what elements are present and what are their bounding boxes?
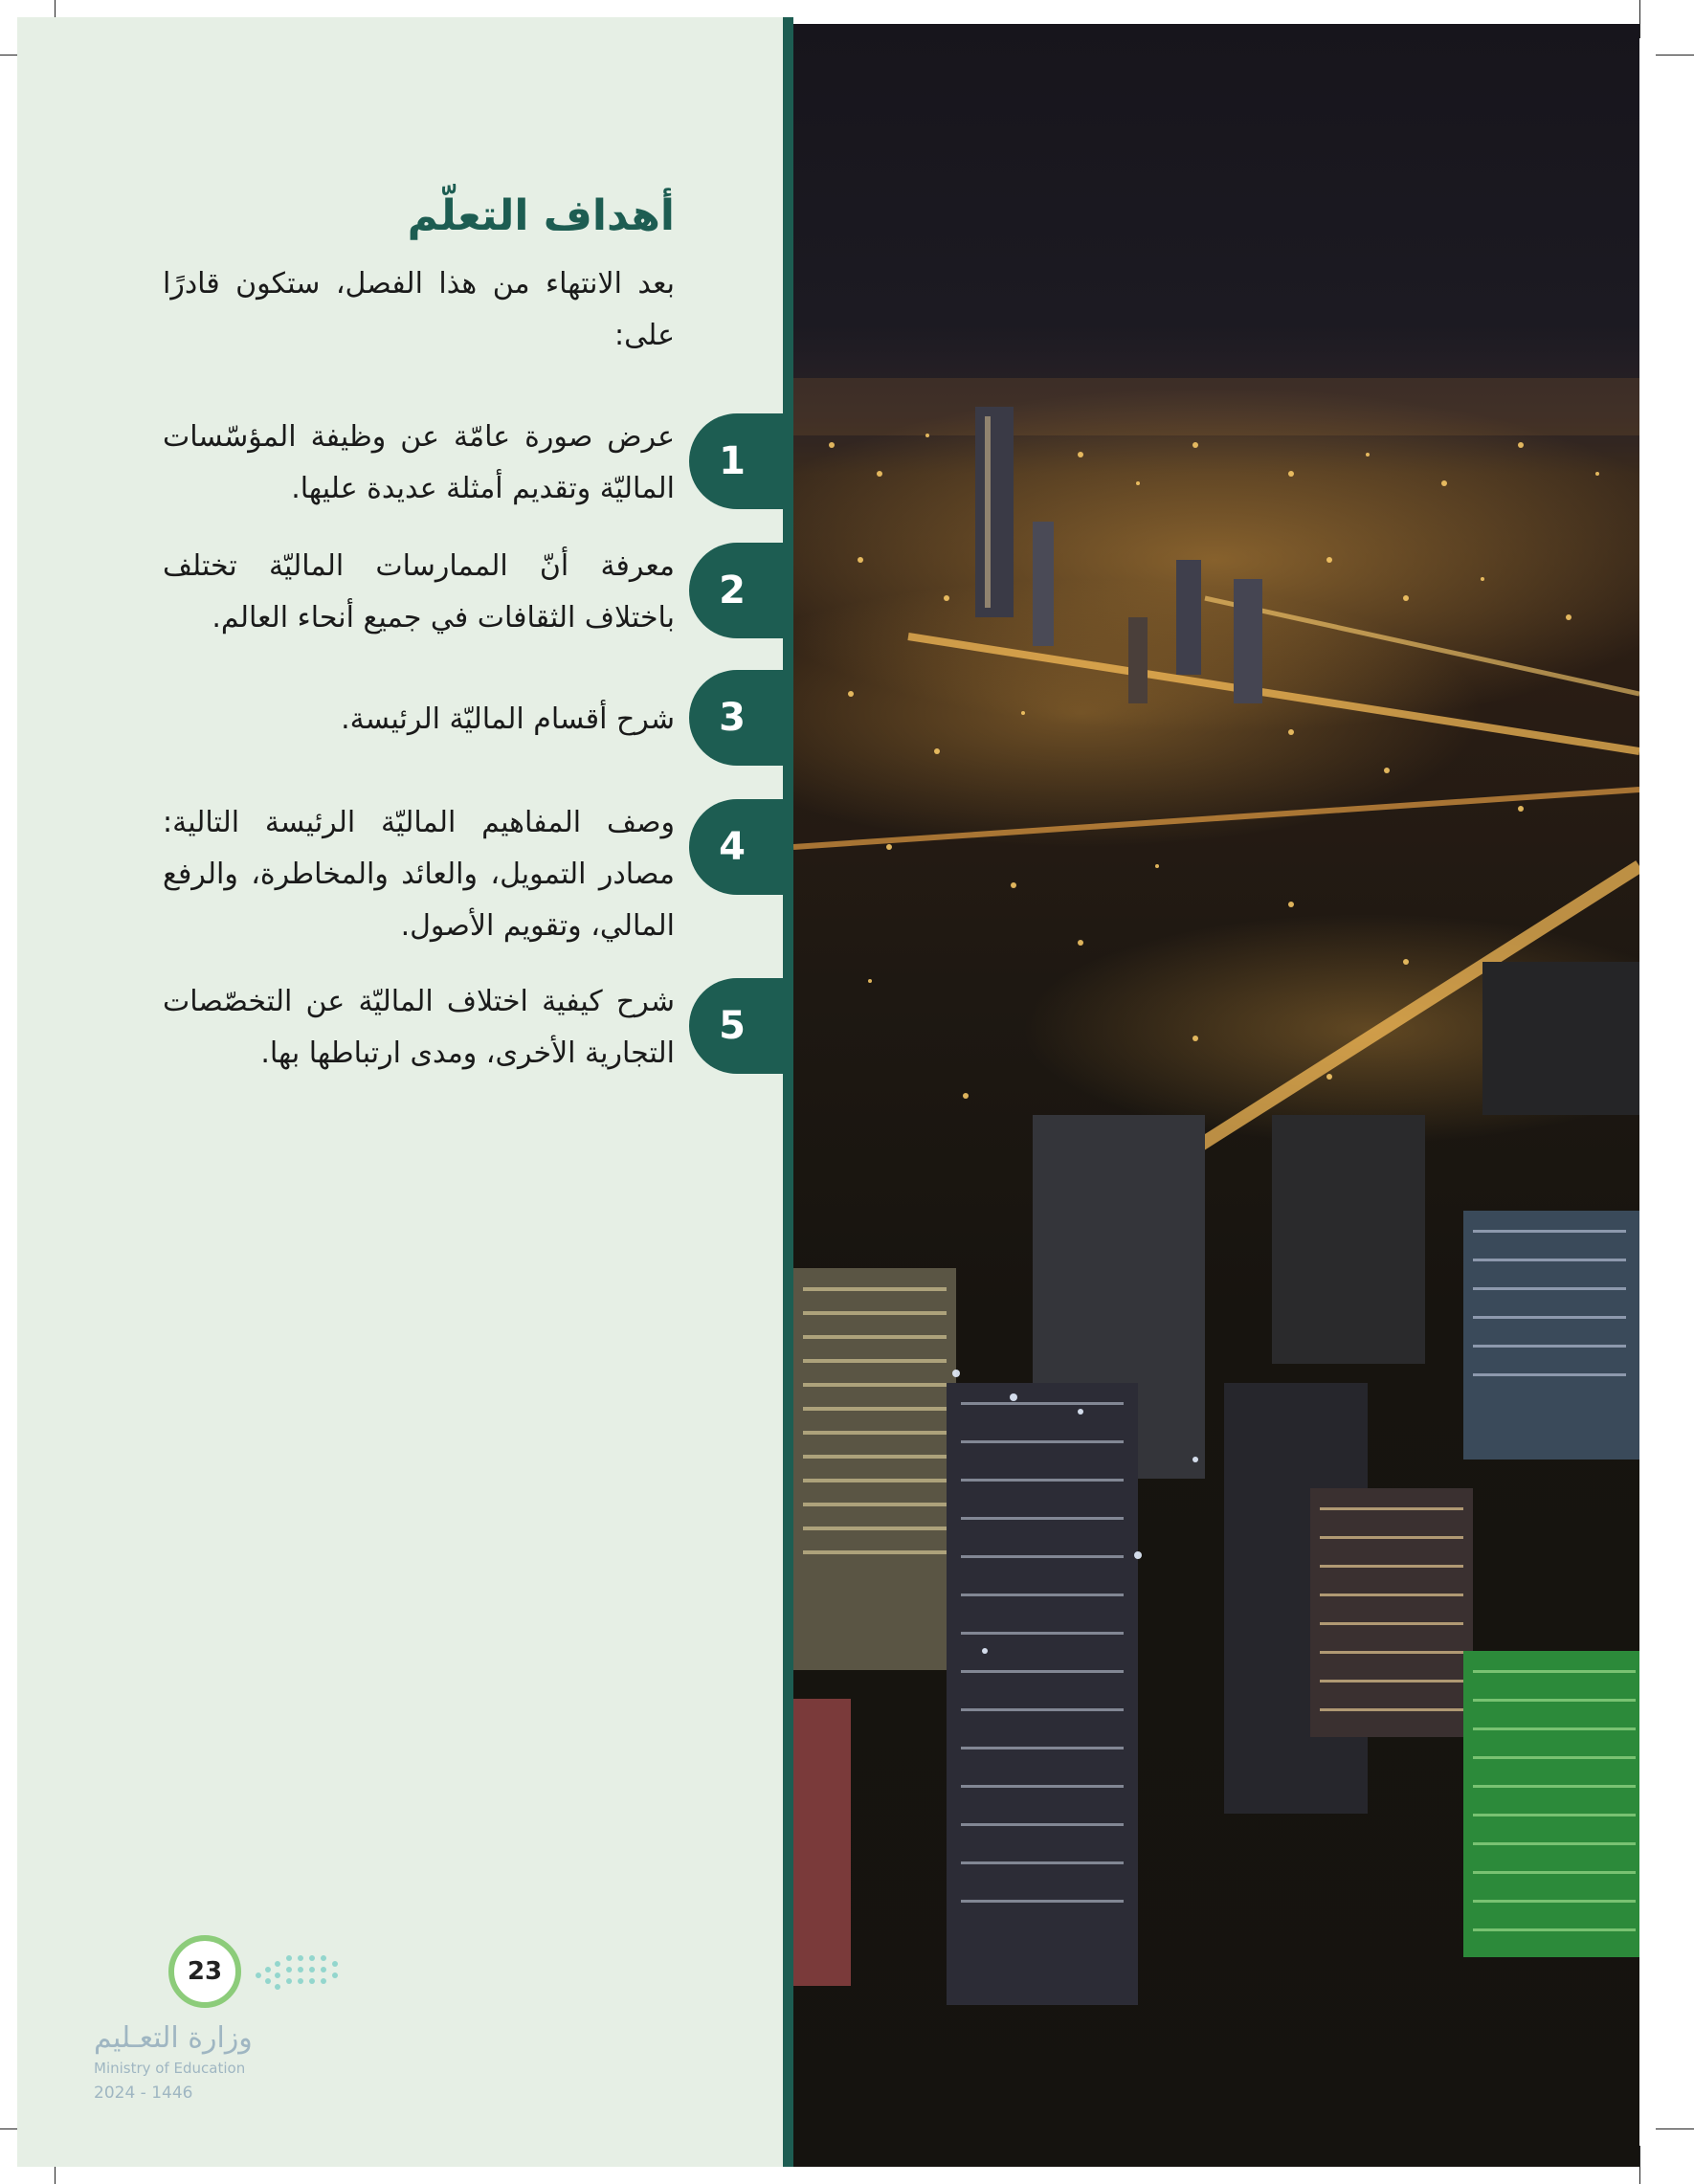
objective-number-badge: 3 [689, 670, 785, 766]
objective-text: معرفة أنّ الممارسات الماليّة تختلف باختلاف الثقافات في جميع أنحاء العالم. [163, 549, 675, 635]
intro-text: بعد الانتهاء من هذا الفصل، ستكون قادرًا على: [163, 267, 675, 352]
page-title: أهداف التعلّم [407, 191, 675, 240]
objective-number-badge: 5 [689, 978, 785, 1074]
crop-mark [1639, 2146, 1640, 2184]
edition-year: 2024 - 1446 [94, 2084, 193, 2103]
objective-text: شرح كيفية اختلاف الماليّة عن التخصّصات التجارية الأخرى، ومدى ارتباطها بها. [163, 985, 675, 1070]
ministry-logo-dots-icon [251, 1949, 342, 1995]
city-night-illustration [793, 24, 1639, 2167]
panel-divider [783, 17, 793, 2167]
crop-mark [1656, 2128, 1694, 2129]
objective-text: شرح أقسام الماليّة الرئيسة. [341, 702, 675, 736]
objective-number-badge: 4 [689, 799, 785, 895]
objective-text: عرض صورة عامّة عن وظيفة المؤسّسات الماليّة وتقديم أمثلة عديدة عليها. [163, 420, 675, 505]
page-number: 23 [168, 1935, 241, 2008]
objective-text: وصف المفاهيم الماليّة الرئيسة التالية: مصادر التمويل، والعائد والمخاطرة، والرفع المالي، وتقويم الأصول. [163, 806, 675, 943]
crop-mark [1656, 55, 1694, 56]
objective-number-badge: 2 [689, 543, 785, 638]
city-night-photo [793, 24, 1639, 2167]
objective-number-badge: 1 [689, 413, 785, 509]
ministry-name-arabic: وزارة التعـليم [94, 2021, 253, 2055]
ministry-name-english: Ministry of Education [94, 2060, 246, 2077]
crop-mark [1639, 0, 1640, 38]
